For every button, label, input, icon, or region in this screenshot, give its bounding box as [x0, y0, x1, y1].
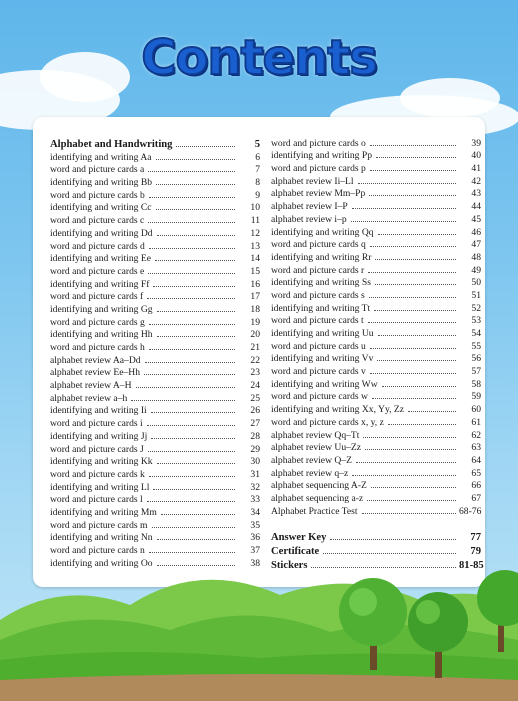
toc-entry-title: identifying and writing Ww	[271, 378, 378, 390]
toc-entry	[50, 150, 260, 163]
toc-entry	[271, 225, 481, 238]
toc-leader-dots	[148, 171, 235, 172]
toc-entry-title: identifying and writing Xx, Yy, Zz	[271, 404, 405, 416]
toc-leader-dots	[144, 374, 235, 375]
toc-leader-dots	[157, 463, 235, 464]
toc-entry-page: 47	[471, 239, 481, 251]
toc-entry-page: 19	[250, 316, 260, 328]
toc-entry-title: alphabet sequencing a-z	[271, 492, 364, 504]
toc-entry-page: 79	[470, 545, 481, 557]
toc-entry-title: word and picture cards o	[271, 137, 366, 149]
toc-entry	[271, 479, 481, 492]
toc-entry-page: 5	[254, 139, 260, 150]
toc-entry-page: 6	[255, 151, 260, 163]
toc-entry-title: Certificate	[271, 545, 320, 557]
toc-entry-title: Alphabet and Handwriting	[50, 139, 173, 150]
toc-entry	[50, 252, 260, 265]
toc-entry	[50, 416, 260, 429]
toc-leader-dots	[176, 146, 235, 147]
toc-entry-page: 14	[250, 253, 260, 265]
toc-entry-page: 61	[471, 416, 481, 428]
toc-entry	[50, 264, 260, 277]
toc-entry	[271, 199, 481, 212]
toc-entry-page: 38	[250, 557, 260, 569]
toc-entry	[271, 187, 481, 200]
toc-leader-dots	[375, 284, 456, 285]
toc-entry-title: Alphabet Practice Test	[271, 505, 358, 517]
toc-leader-dots	[367, 500, 456, 501]
contents-column-right	[271, 136, 484, 571]
toc-entry-page: 16	[250, 278, 260, 290]
toc-entry-page: 81-85	[459, 559, 484, 571]
toc-entry-page: 7	[255, 164, 260, 176]
toc-entry-page: 59	[471, 391, 481, 403]
toc-entry	[50, 328, 260, 341]
toc-entry-title: identifying and writing Pp	[271, 150, 372, 162]
toc-entry	[271, 250, 481, 263]
toc-entry-page: 9	[255, 189, 260, 201]
toc-leader-dots	[388, 424, 456, 425]
toc-entry	[271, 263, 481, 276]
toc-entry	[50, 378, 260, 391]
toc-leader-dots	[376, 157, 456, 158]
toc-leader-dots	[148, 273, 235, 274]
toc-entry	[271, 212, 481, 225]
toc-leader-dots	[351, 221, 456, 222]
toc-entry-page: 63	[471, 442, 481, 454]
toc-leader-dots	[365, 449, 456, 450]
toc-entry	[50, 480, 260, 493]
toc-leader-dots	[149, 552, 235, 553]
toc-entry-page: 56	[471, 353, 481, 365]
toc-leader-dots	[362, 513, 456, 514]
toc-entry-page: 54	[471, 328, 481, 339]
toc-entry-page: 18	[250, 303, 260, 315]
toc-entry-title: identifying and writing Ll	[50, 481, 150, 493]
toc-entry	[271, 415, 481, 428]
toc-entry	[271, 149, 481, 162]
toc-entry-title: word and picture cards b	[50, 189, 145, 201]
tree-canopy-highlight	[349, 588, 377, 616]
toc-entry-page: 65	[471, 467, 481, 479]
toc-entry-page: 37	[250, 545, 260, 556]
toc-leader-dots	[370, 145, 456, 146]
toc-entry	[271, 364, 481, 377]
toc-leader-dots	[370, 246, 456, 247]
toc-entry-title: identifying and writing Hh	[50, 329, 153, 341]
toc-entry-page: 44	[471, 201, 481, 213]
toc-entry-page: 40	[471, 150, 481, 162]
toc-entry	[271, 238, 481, 251]
toc-entry-page: 35	[250, 519, 260, 531]
toc-entry-page: 64	[471, 454, 481, 466]
toc-entry	[50, 353, 260, 366]
toc-entry	[50, 391, 260, 404]
toc-entry-title: Stickers	[271, 559, 308, 571]
toc-entry-page: 27	[250, 418, 260, 430]
toc-entry-title: word and picture cards w	[271, 391, 368, 403]
toc-leader-dots	[408, 411, 456, 412]
tree-canopy	[339, 578, 407, 646]
toc-entry-title: identifying and writing Ee	[50, 253, 151, 265]
toc-entry-page: 77	[470, 531, 481, 543]
toc-entry-title: word and picture cards n	[50, 545, 145, 556]
toc-entry	[50, 518, 260, 531]
toc-leader-dots	[149, 349, 235, 350]
toc-entry-title: identifying and writing Tt	[271, 302, 371, 314]
toc-entry-title: word and picture cards s	[271, 289, 365, 301]
tree-canopy	[408, 592, 468, 652]
toc-entry	[50, 277, 260, 290]
toc-leader-dots	[151, 412, 235, 413]
toc-entry-page: 58	[471, 378, 481, 390]
toc-entry-title: alphabet review i–p	[271, 213, 347, 225]
toc-entry	[50, 175, 260, 188]
toc-entry-title: identifying and writing Qq	[271, 226, 374, 238]
toc-entry	[271, 453, 481, 466]
toc-leader-dots	[370, 348, 456, 349]
toc-entry	[50, 163, 260, 176]
toc-entry	[271, 529, 481, 543]
toc-entry	[271, 543, 481, 557]
toc-entry-page: 55	[471, 340, 481, 352]
toc-entry	[50, 136, 260, 150]
toc-entry-title: word and picture cards h	[50, 342, 145, 353]
toc-entry	[271, 441, 481, 454]
toc-leader-dots	[371, 487, 456, 488]
toc-entry-title: word and picture cards a	[50, 164, 145, 176]
toc-leader-dots	[153, 286, 235, 287]
toc-entry-title: Answer Key	[271, 531, 327, 543]
tree-trunk	[435, 648, 442, 678]
toc-entry	[271, 390, 481, 403]
toc-entry	[271, 174, 481, 187]
toc-entry-page: 8	[255, 177, 260, 189]
toc-leader-dots	[147, 501, 235, 502]
toc-entry	[271, 428, 481, 441]
toc-entry-title: word and picture cards d	[50, 240, 145, 252]
toc-entry-page: 49	[471, 264, 481, 276]
toc-entry	[50, 188, 260, 201]
toc-entry-page: 46	[471, 226, 481, 238]
toc-entry	[50, 201, 260, 214]
toc-entry-title: alphabet review a–h	[50, 392, 128, 404]
toc-entry	[271, 326, 481, 339]
toc-entry	[271, 491, 481, 504]
toc-entry-page: 43	[471, 188, 481, 200]
toc-entry-title: alphabet review A–H	[50, 380, 132, 392]
toc-entry-page: 60	[471, 404, 481, 416]
toc-entry-page: 52	[471, 302, 481, 314]
toc-entry-page: 28	[250, 430, 260, 442]
toc-leader-dots	[368, 322, 456, 323]
toc-entry	[50, 455, 260, 468]
toc-entry-page: 29	[250, 443, 260, 455]
toc-leader-dots	[382, 386, 456, 387]
toc-entry-title: alphabet review Ee–Hh	[50, 367, 141, 379]
toc-entry-title: alphabet sequencing A-Z	[271, 480, 367, 492]
toc-entry-title: word and picture cards u	[271, 340, 366, 352]
toc-entry-title: identifying and writing Uu	[271, 328, 374, 339]
toc-leader-dots	[149, 248, 235, 249]
toc-entry	[50, 442, 260, 455]
toc-leader-dots	[148, 451, 235, 452]
toc-entry-page: 15	[250, 265, 260, 277]
toc-entry	[50, 239, 260, 252]
toc-leader-dots	[363, 437, 456, 438]
toc-entry-title: word and picture cards k	[50, 468, 145, 480]
toc-entry-title: word and picture cards i	[50, 418, 143, 430]
toc-leader-dots	[152, 527, 235, 528]
toc-entry-page: 41	[471, 163, 481, 175]
toc-entry	[50, 366, 260, 379]
toc-entry-page: 10	[250, 202, 260, 214]
toc-entry	[50, 340, 260, 353]
toc-entry-page: 67	[471, 492, 481, 504]
toc-entry-title: identifying and writing Kk	[50, 456, 153, 468]
toc-leader-dots	[149, 197, 235, 198]
toc-entry-page: 33	[250, 494, 260, 506]
toc-entry-page: 24	[250, 380, 260, 392]
toc-leader-dots	[368, 272, 456, 273]
toc-entry-page: 36	[250, 532, 260, 544]
tree-canopy-highlight	[416, 600, 440, 624]
toc-leader-dots	[156, 159, 235, 160]
toc-entry	[271, 136, 481, 149]
toc-leader-dots	[377, 360, 456, 361]
toc-entry-title: identifying and writing Gg	[50, 303, 153, 315]
toc-entry-title: alphabet review Aa–Dd	[50, 354, 141, 366]
toc-leader-dots	[157, 539, 235, 540]
toc-leader-dots	[369, 297, 456, 298]
toc-entry-title: alphabet review Mm–Pp	[271, 188, 366, 200]
toc-entry-page: 31	[250, 468, 260, 480]
toc-leader-dots	[375, 259, 456, 260]
toc-entry	[50, 467, 260, 480]
toc-leader-dots	[157, 336, 235, 337]
toc-leader-dots	[148, 222, 235, 223]
toc-leader-dots	[378, 234, 456, 235]
toc-entry-page: 21	[250, 342, 260, 353]
toc-entry-page: 11	[250, 215, 260, 227]
toc-entry-title: alphabet review q–z	[271, 467, 349, 479]
toc-entry	[271, 161, 481, 174]
toc-entry	[271, 288, 481, 301]
toc-entry-title: alphabet review Q–Z	[271, 454, 352, 466]
toc-leader-dots	[147, 425, 235, 426]
toc-entry-page: 34	[250, 506, 260, 518]
toc-entry	[271, 352, 481, 365]
toc-entry-title: identifying and writing Ii	[50, 405, 147, 417]
toc-entry-title: word and picture cards m	[50, 519, 148, 531]
toc-leader-dots	[352, 475, 456, 476]
toc-entry-page: 57	[471, 366, 481, 378]
toc-entry-title: identifying and writing Jj	[50, 430, 148, 442]
toc-entry-title: word and picture cards v	[271, 366, 366, 378]
toc-entry-page: 48	[471, 251, 481, 263]
toc-entry	[50, 505, 260, 518]
toc-entry-page: 45	[471, 213, 481, 225]
toc-leader-dots	[151, 438, 235, 439]
toc-leader-dots	[370, 373, 456, 374]
toc-entry-page: 13	[250, 240, 260, 252]
toc-entry-title: identifying and writing Rr	[271, 251, 372, 263]
toc-entry	[50, 404, 260, 417]
toc-leader-dots	[161, 514, 235, 515]
toc-entry-title: word and picture cards J	[50, 443, 144, 455]
toc-entry-page: 66	[471, 480, 481, 492]
toc-entry-page: 39	[471, 137, 481, 149]
toc-leader-dots	[369, 195, 456, 196]
toc-entry-title: alphabet review Qq–Tt	[271, 429, 360, 441]
page-title: Contents	[141, 30, 377, 86]
toc-entry-page: 17	[250, 291, 260, 303]
toc-entry-title: word and picture cards p	[271, 163, 366, 175]
toc-entry	[50, 429, 260, 442]
toc-entry	[271, 466, 481, 479]
toc-entry	[271, 402, 481, 415]
toc-entry-page: 26	[250, 405, 260, 417]
toc-entry-title: identifying and writing Ss	[271, 277, 371, 289]
toc-entry-page: 50	[471, 277, 481, 289]
toc-leader-dots	[131, 400, 235, 401]
toc-entry-page: 30	[250, 456, 260, 468]
toc-entry-title: identifying and writing Dd	[50, 227, 153, 239]
toc-leader-dots	[374, 310, 456, 311]
toc-entry-title: identifying and writing Cc	[50, 202, 152, 214]
toc-entry	[271, 314, 481, 327]
toc-leader-dots	[330, 539, 456, 540]
toc-entry	[50, 290, 260, 303]
toc-leader-dots	[149, 476, 235, 477]
toc-entry-title: identifying and writing Oo	[50, 557, 153, 569]
toc-leader-dots	[156, 209, 235, 210]
toc-entry-title: word and picture cards x, y, z	[271, 416, 384, 428]
toc-entry-page: 23	[250, 367, 260, 379]
toc-entry-page: 42	[471, 175, 481, 187]
toc-entry-page: 68-76	[459, 505, 482, 517]
toc-entry	[50, 226, 260, 239]
toc-entry-page: 22	[250, 354, 260, 366]
toc-entry-title: identifying and writing Aa	[50, 151, 152, 163]
toc-entry-title: identifying and writing Ff	[50, 278, 150, 290]
toc-leader-dots	[323, 553, 456, 554]
toc-entry-page: 62	[471, 429, 481, 441]
toc-entry-page: 20	[250, 329, 260, 341]
toc-entry-title: word and picture cards g	[50, 316, 145, 328]
toc-entry-page: 51	[471, 289, 481, 301]
toc-leader-dots	[352, 208, 456, 209]
toc-leader-dots	[149, 324, 235, 325]
toc-entry	[271, 301, 481, 314]
toc-entry-title: alphabet review Uu–Zz	[271, 442, 362, 454]
toc-entry	[50, 213, 260, 226]
toc-entry-title: word and picture cards t	[271, 315, 364, 327]
toc-entry-title: word and picture cards e	[50, 265, 145, 277]
toc-entry-title: identifying and writing Nn	[50, 532, 153, 544]
toc-leader-dots	[358, 183, 456, 184]
toc-leader-dots	[145, 362, 235, 363]
toc-entry-title: alphabet review Ii–Ll	[271, 175, 354, 187]
toc-entry-page: 25	[250, 392, 260, 404]
toc-leader-dots	[153, 489, 235, 490]
toc-entry	[50, 493, 260, 506]
toc-leader-dots	[356, 462, 456, 463]
toc-entry-title: identifying and writing Bb	[50, 177, 153, 189]
toc-entry-title: alphabet review I–P	[271, 201, 348, 213]
toc-entry-title: word and picture cards c	[50, 215, 145, 227]
toc-leader-dots	[378, 335, 456, 336]
contents-column-left	[50, 136, 260, 569]
toc-leader-dots	[155, 260, 235, 261]
toc-entry	[271, 339, 481, 352]
toc-entry	[50, 543, 260, 556]
toc-leader-dots	[157, 311, 235, 312]
toc-leader-dots	[157, 235, 235, 236]
toc-entry-page: 53	[471, 315, 481, 327]
toc-entry	[50, 302, 260, 315]
toc-entry	[271, 377, 481, 390]
dirt-path	[0, 674, 518, 701]
toc-entry-page: 12	[250, 227, 260, 239]
toc-entry	[50, 531, 260, 544]
toc-entry-title: word and picture cards l	[50, 494, 143, 506]
toc-entry	[271, 276, 481, 289]
section-gap	[271, 517, 481, 529]
toc-entry	[271, 504, 481, 517]
toc-leader-dots	[136, 387, 235, 388]
toc-entry-title: word and picture cards f	[50, 291, 144, 303]
toc-leader-dots	[156, 184, 235, 185]
toc-entry-title: identifying and writing Vv	[271, 353, 374, 365]
toc-leader-dots	[147, 298, 235, 299]
toc-leader-dots	[370, 170, 456, 171]
toc-entry-title: word and picture cards r	[271, 264, 365, 276]
hills-scenery	[0, 557, 518, 701]
toc-entry-title: identifying and writing Mm	[50, 506, 157, 518]
toc-leader-dots	[372, 398, 456, 399]
toc-entry	[50, 315, 260, 328]
toc-entry-title: word and picture cards q	[271, 239, 366, 251]
toc-entry-page: 32	[250, 481, 260, 493]
